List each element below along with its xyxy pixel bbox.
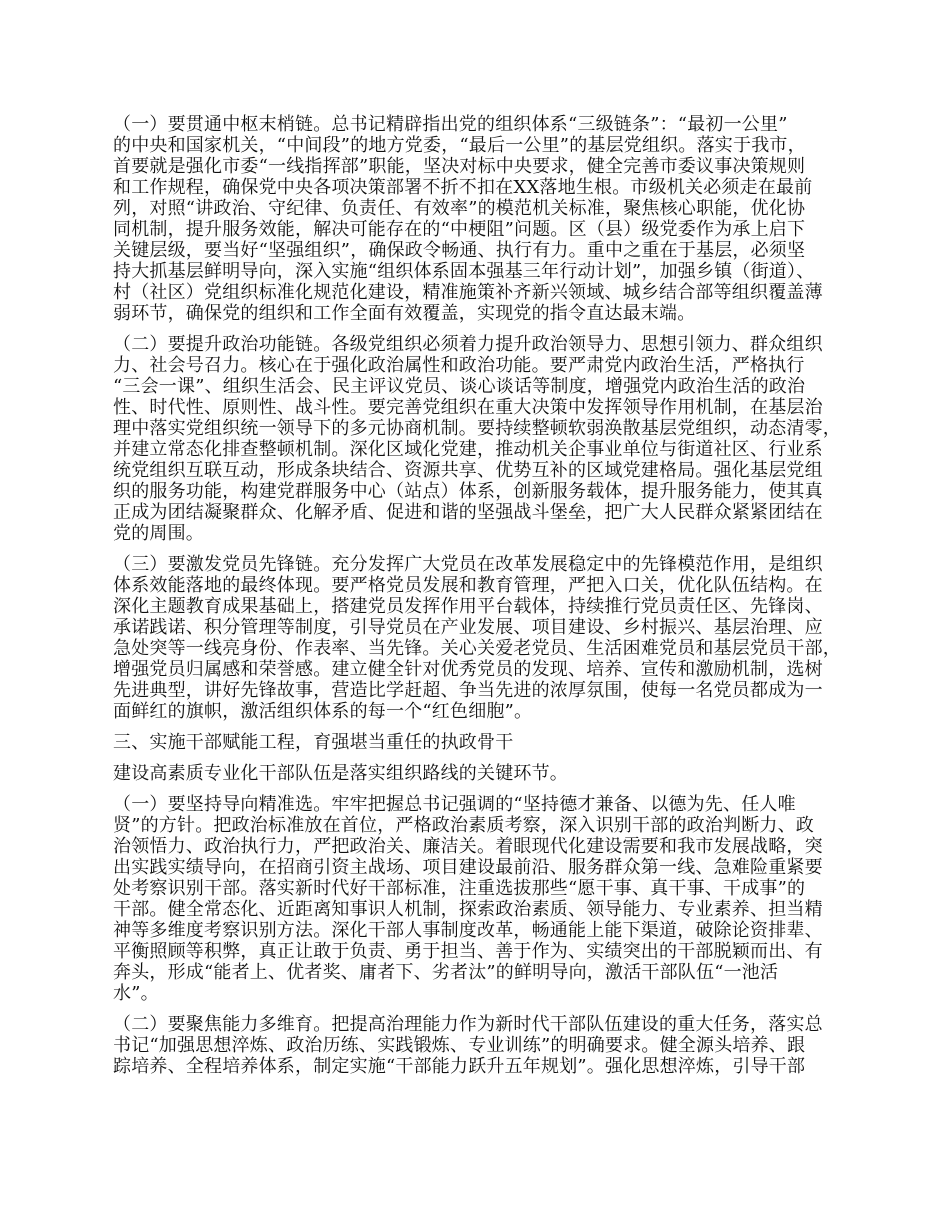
text-line: 关键层级，要当好“坚强组织”，确保政令畅通、执行有力。重中之重在于基层，必须坚	[113, 240, 806, 261]
text-line: 织的服务功能，构建党群服务中心（站点）体系，创新服务载体，提升服务能力，使其真	[113, 481, 823, 502]
text-line: 急处突等一线亮身份、作表率、当先锋。关心关爱老党员、生活困难党员和基层党员干部，	[113, 638, 841, 659]
text-line: 统党组织互联互动，形成条块结合、资源共享、优势互补的区域党建格局。强化基层党组	[113, 460, 823, 481]
text-line: 列，对照“讲政治、守纪律、负责任、有效率”的模范机关标准，聚焦核心职能，优化协	[113, 198, 806, 219]
text-line: 体系效能落地的最终体现。要严格党员发展和教育管理，严把入口关，优化队伍结构。在	[113, 575, 823, 596]
text-line: 平衡照顾等积弊，真正让敢于负责、勇于担当、善于作为、实绩突出的干部脱颖而出、有	[113, 941, 823, 962]
text-line: 干部。健全常态化、近距离知事识人机制，探索政治素质、领导能力、专业素养、担当精	[113, 899, 823, 920]
text-line: （三）要激发党员先锋链。充分发挥广大党员在改革发展稳定中的先锋模范作用，是组织	[113, 554, 823, 575]
text-line: （二）要提升政治功能链。各级党组织必须着力提升政治领导力、思想引领力、群众组织	[113, 334, 823, 355]
text-line: 贤”的方针。把政治标准放在首位，严格政治素质考察，深入识别干部的政治判断力、政	[113, 815, 814, 836]
text-line: 建设高素质专业化干部队伍是落实组织路线的关键环节。	[113, 763, 568, 784]
text-line: 水”。	[113, 983, 159, 1004]
text-line: 增强党员归属感和荣誉感。建立健全针对优秀党员的发现、培养、宣传和激励机制，选树	[113, 659, 823, 680]
text-line: 党的周围。	[113, 523, 204, 544]
paragraph	[113, 763, 873, 784]
section-heading	[113, 732, 873, 753]
text-line: 持大抓基层鲜明导向，深入实施“组织体系固本强基三年行动计划”，加强乡镇（街道）、	[113, 261, 815, 282]
text-line: 正成为团结凝聚群众、化解矛盾、促进和谐的坚强战斗堡垒，把广大人民群众紧紧团结在	[113, 502, 823, 523]
document-body	[113, 114, 873, 1087]
paragraph	[113, 114, 873, 324]
text-line: 面鲜红的旗帜，激活组织体系的每一个“红色细胞”。	[113, 701, 533, 722]
text-line: 性、时代性、原则性、战斗性。要完善党组织在重大决策中发挥领导作用机制，在基层治	[113, 397, 823, 418]
text-line: “三会一课”、组织生活会、民主评议党员、谈心谈话等制度，增强党内政治生活的政治	[113, 376, 806, 397]
text-line: 书记“加强思想淬炼、政治历练、实践锻炼、专业训练”的明确要求。健全源头培养、跟	[113, 1035, 806, 1056]
text-line: 的中央和国家机关，“中间段”的地方党委，“最后一公里”的基层党组织。落实于我市，	[113, 135, 806, 156]
text-line: 先进典型，讲好先锋故事，营造比学赶超、争当先进的浓厚氛围，使每一名党员都成为一	[113, 680, 823, 701]
text-line: 治领悟力、政治执行力，严把政治关、廉洁关。着眼现代化建设需要和我市发展战略，突	[113, 836, 823, 857]
text-line: 处考察识别干部。落实新时代好干部标准，注重选拔那些“愿干事、真干事、干成事”的	[113, 878, 806, 899]
text-line: 弱环节，确保党的组织和工作全面有效覆盖，实现党的指令直达最末端。	[113, 303, 696, 324]
paragraph	[113, 1014, 873, 1077]
text-line: 深化主题教育成果基础上，搭建党员发挥作用平台载体，持续推行党员责任区、先锋岗、	[113, 596, 823, 617]
text-line: 踪培养、全程培养体系，制定实施“干部能力跃升五年规划”。强化思想淬炼，引导干部	[113, 1056, 806, 1077]
paragraph	[113, 334, 873, 544]
text-line: 神等多维度考察识别方法。深化干部人事制度改革，畅通能上能下渠道，破除论资排辈、	[113, 920, 823, 941]
text-line: （一）要坚持导向精准选。牢牢把握总书记强调的“坚持德才兼备、以德为先、任人唯	[113, 794, 796, 815]
paragraph	[113, 794, 873, 1004]
paragraph	[113, 554, 873, 722]
text-line: 三、实施干部赋能工程，育强堪当重任的执政骨干	[113, 732, 514, 753]
text-line: 同机制，提升服务效能，解决可能存在的“中梗阻”问题。区（县）级党委作为承上启下	[113, 219, 806, 240]
text-line: 出实践实绩导向，在招商引资主战场、项目建设最前沿、服务群众第一线、急难险重紧要	[113, 857, 823, 878]
text-line: 和工作规程，确保党中央各项决策部署不折不扣在XX落地生根。市级机关必须走在最前	[113, 177, 813, 198]
text-line: （一）要贯通中枢末梢链。总书记精辟指出党的组织体系“三级链条”：“最初一公里”	[113, 114, 788, 135]
text-line: （二）要聚焦能力多维育。把提高治理能力作为新时代干部队伍建设的重大任务，落实总	[113, 1014, 823, 1035]
text-line: 奔头，形成“能者上、优者奖、庸者下、劣者汰”的鲜明导向，激活干部队伍“一池活	[113, 962, 779, 983]
text-line: 首要就是强化市委“一线指挥部”职能，坚决对标中央要求，健全完善市委议事决策规则	[113, 156, 806, 177]
text-line: 力、社会号召力。核心在于强化政治属性和政治功能。要严肃党内政治生活，严格执行	[113, 355, 805, 376]
text-line: 并建立常态化排查整顿机制。深化区域化党建，推动机关企事业单位与街道社区、行业系	[113, 439, 823, 460]
text-line: 承诺践诺、积分管理等制度，引导党员在产业发展、项目建设、乡村振兴、基层治理、应	[113, 617, 823, 638]
text-line: 理中落实党组织统一领导下的多元协商机制。要持续整顿软弱涣散基层党组织，动态清零，	[113, 418, 841, 439]
text-line: 村（社区）党组织标准化规范化建设，精准施策补齐新兴领域、城乡结合部等组织覆盖薄	[113, 282, 823, 303]
